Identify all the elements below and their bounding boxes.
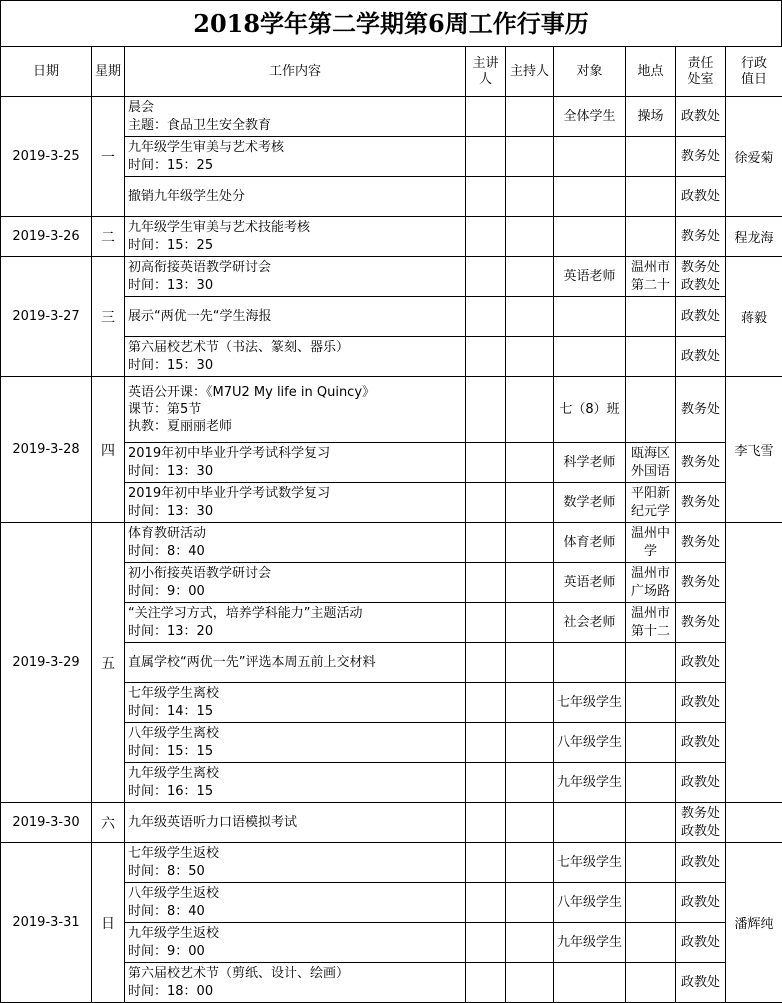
content-cell [125, 803, 466, 843]
office-text: 政教处 [680, 694, 720, 710]
content-line: 直属学校“两优一先”评选本周五前上交材料 [128, 654, 376, 670]
weekday-cell: 五 [92, 523, 125, 803]
office-cell [676, 923, 726, 963]
office-cell [676, 643, 726, 683]
office-text: 政教处 [680, 974, 720, 990]
page-title: 2018学年第二学期第6周工作行事历 [0, 0, 782, 46]
office-cell [676, 337, 726, 377]
location-cell [626, 723, 676, 763]
target-cell [554, 337, 626, 377]
duty-cell: 蒋毅 [726, 257, 782, 377]
location-cell [626, 377, 676, 443]
office-cell [676, 683, 726, 723]
host-cell [506, 963, 554, 1003]
date-cell: 2019-3-29 [1, 523, 92, 803]
office-cell [676, 963, 726, 1003]
content-line: 时间：15：30 [128, 357, 214, 373]
content-line: 八年级学生返校 [128, 885, 220, 901]
target-cell [554, 683, 626, 723]
header-speaker-text: 主讲人 [472, 55, 499, 87]
target-text: 社会老师 [563, 614, 616, 630]
office-cell [676, 257, 726, 297]
speaker-cell [466, 337, 506, 377]
target-text: 科学老师 [563, 454, 616, 470]
content-cell [125, 337, 466, 377]
office-text: 政教处 [680, 277, 720, 293]
target-cell [554, 923, 626, 963]
target-cell [554, 377, 626, 443]
date-cell: 2019-3-26 [1, 217, 92, 257]
table-row [1, 377, 782, 443]
content-cell [125, 963, 466, 1003]
content-line: 时间：15：25 [128, 237, 214, 253]
target-text: 英语老师 [563, 574, 616, 590]
target-cell [554, 443, 626, 483]
host-cell [506, 97, 554, 137]
location-cell [626, 603, 676, 643]
header-date: 日期 [1, 47, 92, 97]
target-text: 九年级学生 [556, 774, 622, 790]
location-cell [626, 297, 676, 337]
host-cell [506, 643, 554, 683]
content-cell [125, 297, 466, 337]
office-text: 教务处 [680, 228, 720, 244]
target-text: 体育老师 [563, 534, 616, 550]
location-cell [626, 257, 676, 297]
office-text: 政教处 [680, 308, 720, 324]
target-text: 数学老师 [563, 494, 616, 510]
target-text: 七（8）班 [559, 401, 620, 417]
location-cell [626, 643, 676, 683]
office-cell [676, 763, 726, 803]
location-text: 温州中学 [630, 525, 670, 559]
host-cell [506, 297, 554, 337]
target-cell [554, 763, 626, 803]
office-cell [676, 443, 726, 483]
target-cell [554, 483, 626, 523]
target-cell [554, 803, 626, 843]
location-cell [626, 763, 676, 803]
content-line: 时间：8：40 [128, 903, 205, 919]
office-cell [676, 217, 726, 257]
content-line: 初小衔接英语教学研讨会 [128, 565, 272, 581]
location-cell [626, 883, 676, 923]
host-cell [506, 217, 554, 257]
content-cell [125, 257, 466, 297]
speaker-cell [466, 563, 506, 603]
office-text: 教务处 [680, 401, 720, 417]
content-line: 时间：16：15 [128, 783, 214, 799]
header-content: 工作内容 [125, 47, 466, 97]
content-line: 时间：8：40 [128, 543, 205, 559]
speaker-cell [466, 923, 506, 963]
office-cell [676, 483, 726, 523]
office-cell [676, 603, 726, 643]
header-speaker [466, 47, 506, 97]
office-text: 教务处 [680, 534, 720, 550]
table-row [1, 97, 782, 137]
host-cell [506, 443, 554, 483]
speaker-cell [466, 883, 506, 923]
office-cell [676, 523, 726, 563]
office-text: 政教处 [680, 188, 720, 204]
office-cell [676, 883, 726, 923]
location-text: 温州市广场路 [630, 565, 670, 599]
location-cell [626, 337, 676, 377]
speaker-cell [466, 683, 506, 723]
table-row [1, 523, 782, 563]
target-cell [554, 563, 626, 603]
table-row [1, 803, 782, 843]
content-line: 时间：13：30 [128, 503, 214, 519]
office-cell [676, 297, 726, 337]
office-text: 政教处 [680, 348, 720, 364]
weekday-cell: 六 [92, 803, 125, 843]
host-cell [506, 883, 554, 923]
target-cell [554, 257, 626, 297]
content-line: 七年级学生返校 [128, 845, 220, 861]
content-line: 时间：14：15 [128, 703, 214, 719]
content-line: 课节：第5节 [128, 402, 202, 417]
location-cell [626, 923, 676, 963]
header-duty-text: 行政值日 [740, 55, 767, 87]
content-cell [125, 177, 466, 217]
location-text: 操场 [637, 108, 664, 124]
header-host: 主持人 [506, 47, 554, 97]
office-text: 政教处 [680, 854, 720, 870]
office-text: 教务处 [680, 259, 720, 275]
host-cell [506, 337, 554, 377]
duty-cell: 李飞雪 [726, 377, 782, 523]
content-line: 初高衔接英语教学研讨会 [128, 259, 272, 275]
target-cell [554, 217, 626, 257]
location-cell [626, 217, 676, 257]
host-cell [506, 563, 554, 603]
speaker-cell [466, 763, 506, 803]
weekday-cell: 四 [92, 377, 125, 523]
host-cell [506, 683, 554, 723]
location-text: 温州市第十二 [630, 605, 670, 639]
content-line: 时间：8：50 [128, 863, 205, 879]
content-line: 八年级学生离校 [128, 725, 220, 741]
host-cell [506, 483, 554, 523]
speaker-cell [466, 963, 506, 1003]
host-cell [506, 377, 554, 443]
location-cell [626, 483, 676, 523]
content-line: 2019年初中毕业升学考试科学复习 [128, 445, 331, 461]
content-line: 时间：13：30 [128, 463, 214, 479]
weekday-cell: 一 [92, 97, 125, 217]
date-cell: 2019-3-25 [1, 97, 92, 217]
speaker-cell [466, 643, 506, 683]
content-line: 英语公开课：《M7U2 My life in Quincy》 [128, 385, 376, 400]
office-cell [676, 563, 726, 603]
target-cell [554, 523, 626, 563]
header-office [676, 47, 726, 97]
date-cell: 2019-3-27 [1, 257, 92, 377]
office-cell [676, 177, 726, 217]
host-cell [506, 763, 554, 803]
content-line: 展示“两优一先“学生海报 [128, 308, 272, 324]
office-cell [676, 97, 726, 137]
target-text: 全体学生 [563, 108, 616, 124]
office-text: 政教处 [680, 934, 720, 950]
host-cell [506, 137, 554, 177]
content-cell [125, 723, 466, 763]
duty-cell: 徐爱菊 [726, 97, 782, 217]
content-cell [125, 603, 466, 643]
host-cell [506, 603, 554, 643]
office-text: 政教处 [680, 823, 720, 839]
speaker-cell [466, 523, 506, 563]
target-text: 七年级学生 [556, 854, 622, 870]
content-line: 九年级学生返校 [128, 925, 220, 941]
duty-cell [726, 803, 782, 843]
date-cell: 2019-3-30 [1, 803, 92, 843]
schedule-body [1, 97, 782, 1003]
host-cell [506, 843, 554, 883]
header-row [1, 47, 782, 97]
office-text: 教务处 [680, 454, 720, 470]
office-text: 教务处 [680, 148, 720, 164]
content-line: 执教：夏丽丽老师 [128, 419, 233, 434]
office-text: 教务处 [680, 494, 720, 510]
weekday-cell: 日 [92, 843, 125, 1003]
location-cell [626, 843, 676, 883]
content-cell [125, 523, 466, 563]
location-cell [626, 177, 676, 217]
content-line: 体育教研活动 [128, 525, 207, 541]
office-text: 教务处 [680, 574, 720, 590]
content-cell [125, 643, 466, 683]
content-cell [125, 137, 466, 177]
content-cell [125, 763, 466, 803]
content-line: 时间：18：00 [128, 983, 214, 999]
target-cell [554, 643, 626, 683]
office-text: 政教处 [680, 774, 720, 790]
speaker-cell [466, 603, 506, 643]
content-line: 晨会 [128, 99, 155, 115]
header-duty [726, 47, 782, 97]
table-row [1, 257, 782, 297]
host-cell [506, 257, 554, 297]
duty-cell [726, 523, 782, 803]
content-line: 时间：9：00 [128, 943, 205, 959]
location-cell [626, 137, 676, 177]
location-text: 平阳新纪元学 [630, 485, 670, 519]
target-cell [554, 723, 626, 763]
content-line: 第六届校艺术节（书法、篆刻、器乐） [128, 339, 350, 355]
target-cell [554, 297, 626, 337]
content-line: 九年级学生审美与艺术技能考核 [128, 219, 311, 235]
date-cell: 2019-3-28 [1, 377, 92, 523]
office-cell [676, 803, 726, 843]
content-line: 时间：15：25 [128, 157, 214, 173]
duty-cell: 程龙海 [726, 217, 782, 257]
table-row [1, 843, 782, 883]
location-cell [626, 443, 676, 483]
content-cell [125, 843, 466, 883]
location-text: 温州市第二十 [630, 259, 670, 293]
location-cell [626, 803, 676, 843]
speaker-cell [466, 97, 506, 137]
speaker-cell [466, 217, 506, 257]
content-line: 九年级学生审美与艺术考核 [128, 139, 285, 155]
header-weekday: 星期 [92, 47, 125, 97]
date-cell: 2019-3-31 [1, 843, 92, 1003]
content-cell [125, 683, 466, 723]
office-text: 教务处 [680, 805, 720, 821]
host-cell [506, 923, 554, 963]
office-text: 政教处 [680, 654, 720, 670]
weekday-cell: 二 [92, 217, 125, 257]
content-line: 主题：食品卫生安全教育 [128, 117, 272, 133]
content-line: 九年级学生离校 [128, 765, 220, 781]
content-line: “关注学习方式，培养学科能力”主题活动 [128, 605, 363, 621]
target-cell [554, 177, 626, 217]
speaker-cell [466, 843, 506, 883]
target-cell [554, 603, 626, 643]
location-cell [626, 523, 676, 563]
speaker-cell [466, 723, 506, 763]
location-text: 瓯海区外国语 [630, 445, 670, 479]
header-location: 地点 [626, 47, 676, 97]
content-line: 时间：9：00 [128, 583, 205, 599]
target-cell [554, 843, 626, 883]
host-cell [506, 523, 554, 563]
office-cell [676, 137, 726, 177]
speaker-cell [466, 177, 506, 217]
speaker-cell [466, 803, 506, 843]
host-cell [506, 723, 554, 763]
target-cell [554, 137, 626, 177]
table-row [1, 217, 782, 257]
target-cell [554, 97, 626, 137]
target-cell [554, 883, 626, 923]
target-text: 八年级学生 [556, 894, 622, 910]
speaker-cell [466, 137, 506, 177]
target-text: 英语老师 [563, 268, 616, 284]
content-line: 九年级英语听力口语模拟考试 [128, 814, 298, 830]
location-cell [626, 963, 676, 1003]
office-cell [676, 377, 726, 443]
content-line: 第六届校艺术节（剪纸、设计、绘画） [128, 965, 350, 981]
weekday-cell: 三 [92, 257, 125, 377]
content-cell [125, 97, 466, 137]
host-cell [506, 177, 554, 217]
speaker-cell [466, 443, 506, 483]
office-cell [676, 843, 726, 883]
target-cell [554, 963, 626, 1003]
content-line: 2019年初中毕业升学考试数学复习 [128, 485, 331, 501]
office-cell [676, 723, 726, 763]
header-office-text: 责任处室 [687, 55, 714, 87]
speaker-cell [466, 297, 506, 337]
location-cell [626, 97, 676, 137]
content-cell [125, 883, 466, 923]
speaker-cell [466, 257, 506, 297]
content-cell [125, 377, 466, 443]
target-text: 九年级学生 [556, 934, 622, 950]
host-cell [506, 803, 554, 843]
office-text: 政教处 [680, 894, 720, 910]
content-cell [125, 923, 466, 963]
content-line: 时间：13：30 [128, 277, 214, 293]
office-text: 政教处 [680, 108, 720, 124]
header-target: 对象 [554, 47, 626, 97]
location-cell [626, 683, 676, 723]
content-cell [125, 563, 466, 603]
content-line: 撤销九年级学生处分 [128, 188, 246, 204]
content-line: 时间：13：20 [128, 623, 214, 639]
target-text: 七年级学生 [556, 694, 622, 710]
office-text: 教务处 [680, 614, 720, 630]
duty-cell: 潘辉纯 [726, 843, 782, 1003]
speaker-cell [466, 377, 506, 443]
office-text: 政教处 [680, 734, 720, 750]
location-cell [626, 563, 676, 603]
content-cell [125, 483, 466, 523]
schedule-table [0, 46, 782, 1003]
content-cell [125, 217, 466, 257]
target-text: 八年级学生 [556, 734, 622, 750]
content-cell [125, 443, 466, 483]
speaker-cell [466, 483, 506, 523]
content-line: 七年级学生离校 [128, 685, 220, 701]
content-line: 时间：15：15 [128, 743, 214, 759]
